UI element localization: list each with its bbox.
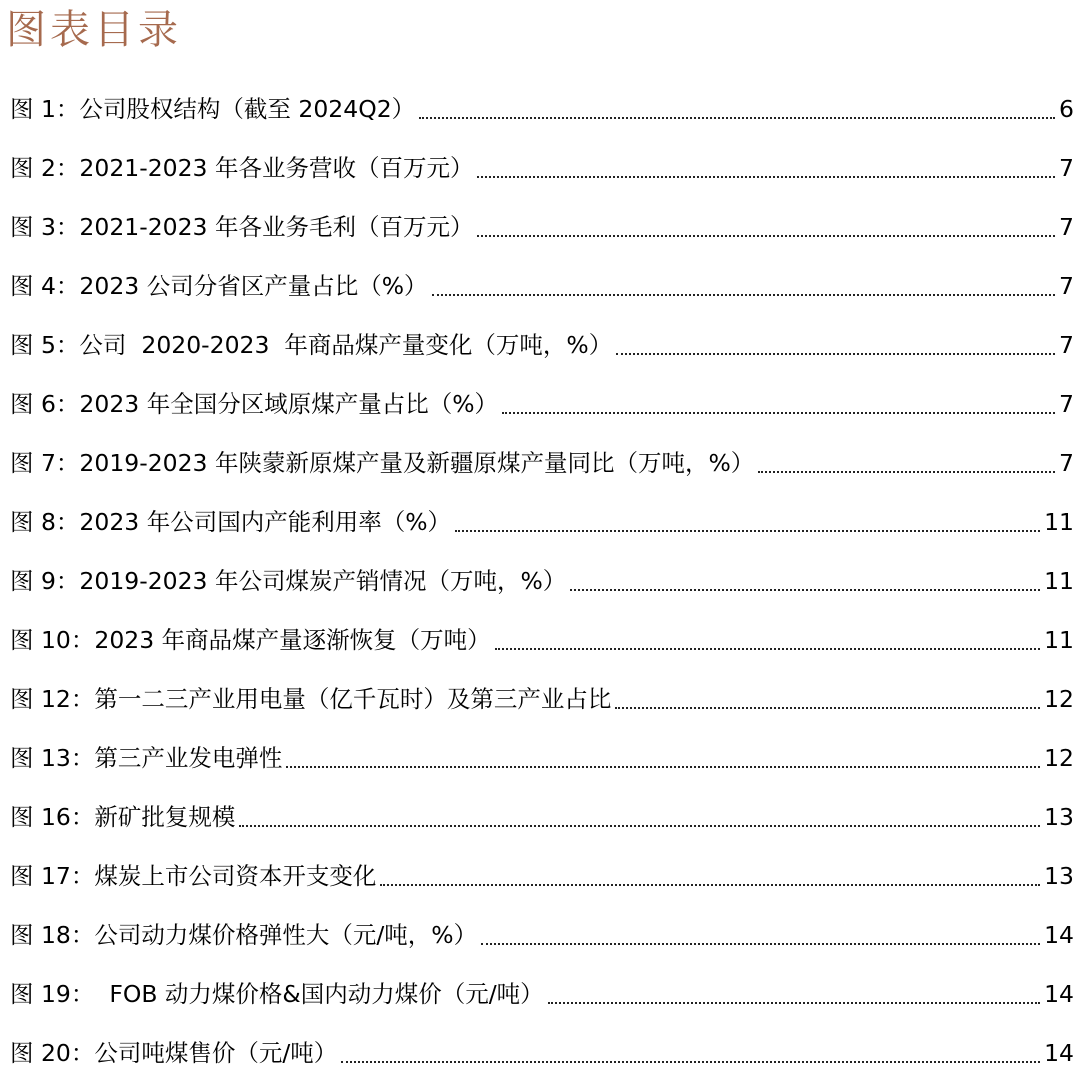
entry-page-number: 14 bbox=[1044, 980, 1074, 1008]
entry-page-number: 12 bbox=[1044, 744, 1074, 772]
entry-label: 图 2：2021-2023 年各业务营收（百万元） bbox=[10, 154, 474, 182]
toc-entry[interactable] bbox=[10, 620, 1074, 660]
toc-entry[interactable] bbox=[10, 325, 1074, 365]
dot-leader bbox=[758, 471, 1055, 473]
entry-label: 图 12：第一二三产业用电量（亿千瓦时）及第三产业占比 bbox=[10, 685, 612, 713]
entry-page-number: 12 bbox=[1044, 685, 1074, 713]
dot-leader bbox=[432, 294, 1056, 296]
entry-page-number: 7 bbox=[1059, 390, 1074, 418]
entry-page-number: 7 bbox=[1059, 272, 1074, 300]
entry-label: 图 7：2019-2023 年陕蒙新原煤产量及新疆原煤产量同比（万吨，%） bbox=[10, 449, 755, 477]
dot-leader bbox=[239, 825, 1040, 827]
toc-entry[interactable] bbox=[10, 974, 1074, 1014]
entry-page-number: 7 bbox=[1059, 154, 1074, 182]
toc-entry[interactable] bbox=[10, 1033, 1074, 1073]
entry-page-number: 7 bbox=[1059, 213, 1074, 241]
dot-leader bbox=[495, 648, 1040, 650]
dot-leader bbox=[477, 176, 1055, 178]
entry-label: 图 16：新矿批复规模 bbox=[10, 803, 236, 831]
toc-entry[interactable] bbox=[10, 738, 1074, 778]
toc-entry[interactable] bbox=[10, 856, 1074, 896]
dot-leader bbox=[455, 530, 1040, 532]
entry-label: 图 9：2019-2023 年公司煤炭产销情况（万吨，%） bbox=[10, 567, 567, 595]
toc-entry[interactable] bbox=[10, 207, 1074, 247]
entry-label: 图 18：公司动力煤价格弹性大（元/吨，%） bbox=[10, 921, 478, 949]
entry-label: 图 10：2023 年商品煤产量逐渐恢复（万吨） bbox=[10, 626, 491, 654]
toc-entry[interactable] bbox=[10, 443, 1074, 483]
entry-page-number: 7 bbox=[1059, 449, 1074, 477]
entry-label: 图 17：煤炭上市公司资本开支变化 bbox=[10, 862, 377, 890]
toc-entry[interactable] bbox=[10, 915, 1074, 955]
dot-leader bbox=[477, 235, 1055, 237]
entry-label: 图 6：2023 年全国分区域原煤产量占比（%） bbox=[10, 390, 499, 418]
dot-leader bbox=[615, 707, 1040, 709]
entry-label: 图 20：公司吨煤售价（元/吨） bbox=[10, 1039, 338, 1067]
entry-page-number: 11 bbox=[1044, 626, 1074, 654]
entry-label: 图 4：2023 公司分省区产量占比（%） bbox=[10, 272, 428, 300]
entry-label: 图 13：第三产业发电弹性 bbox=[10, 744, 283, 772]
dot-leader bbox=[286, 766, 1040, 768]
toc-entry[interactable] bbox=[10, 148, 1074, 188]
entry-label: 图 3：2021-2023 年各业务毛利（百万元） bbox=[10, 213, 474, 241]
toc-entry[interactable] bbox=[10, 384, 1074, 424]
dot-leader bbox=[341, 1061, 1040, 1063]
entry-page-number: 7 bbox=[1059, 331, 1074, 359]
entry-page-number: 13 bbox=[1044, 862, 1074, 890]
entry-page-number: 6 bbox=[1059, 95, 1074, 123]
entry-page-number: 11 bbox=[1044, 508, 1074, 536]
toc-entry[interactable] bbox=[10, 266, 1074, 306]
toc-entry[interactable] bbox=[10, 561, 1074, 601]
dot-leader bbox=[419, 117, 1055, 119]
entry-label: 图 5：公司 2020-2023 年商品煤产量变化（万吨，%） bbox=[10, 331, 613, 359]
entry-page-number: 11 bbox=[1044, 567, 1074, 595]
entry-label: 图 8：2023 年公司国内产能利用率（%） bbox=[10, 508, 452, 536]
dot-leader bbox=[380, 884, 1040, 886]
dot-leader bbox=[616, 353, 1055, 355]
dot-leader bbox=[502, 412, 1055, 414]
dot-leader bbox=[481, 943, 1040, 945]
entry-label: 图 19： FOB 动力煤价格&国内动力煤价（元/吨） bbox=[10, 980, 544, 1008]
entry-page-number: 14 bbox=[1044, 1039, 1074, 1067]
dot-leader bbox=[548, 1002, 1040, 1004]
toc-entry[interactable] bbox=[10, 502, 1074, 542]
toc-entry[interactable] bbox=[10, 89, 1074, 129]
entry-page-number: 13 bbox=[1044, 803, 1074, 831]
page-title: 图表目录 bbox=[6, 7, 182, 53]
entry-label: 图 1：公司股权结构（截至 2024Q2） bbox=[10, 95, 416, 123]
toc-entry[interactable] bbox=[10, 797, 1074, 837]
entry-page-number: 14 bbox=[1044, 921, 1074, 949]
dot-leader bbox=[570, 589, 1040, 591]
toc-entry[interactable] bbox=[10, 679, 1074, 719]
